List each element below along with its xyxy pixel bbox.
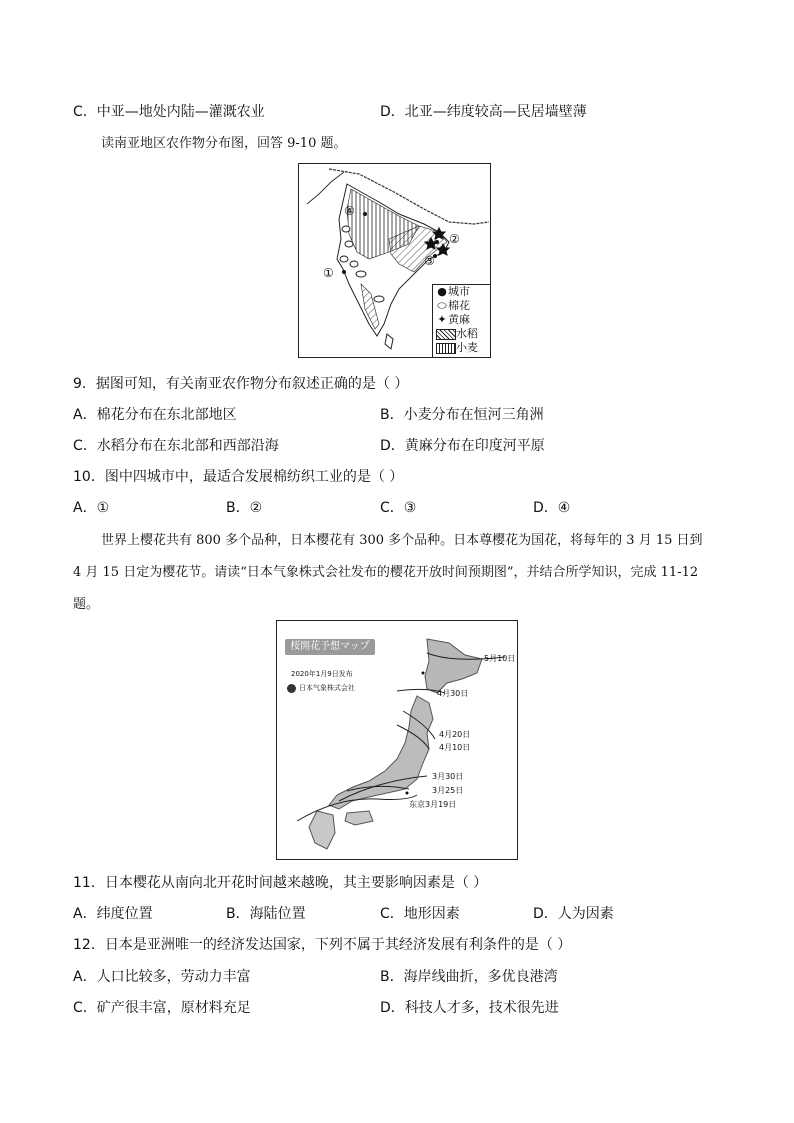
isoline-label-mar25: 3月25日 [432, 786, 464, 795]
city-marker-3: ③ [424, 254, 435, 268]
q11-option-d[interactable]: D．人为因素 [533, 906, 614, 922]
q8-option-d[interactable]: D．北亚—纬度较高—民居墙壁薄 [380, 104, 587, 120]
q10-stem: 10．图中四城市中，最适合发展棉纺织工业的是（ ） [73, 469, 404, 485]
map2-title: 桜開花予想マップ [285, 639, 375, 655]
isoline-label-may10: 5月10日 [484, 654, 516, 663]
legend-cotton: 棉花 [448, 299, 470, 312]
q12-option-c[interactable]: C．矿产很丰富，原材料充足 [73, 1000, 251, 1016]
japan-map-figure [277, 621, 517, 859]
cotton-icon: ⬭ [437, 299, 447, 312]
japan-cherry-blossom-map [276, 620, 518, 860]
q12-stem: 12．日本是亚洲唯一的经济发达国家，下列不属于其经济发展有利条件的是（ ） [73, 937, 572, 953]
q10-option-d[interactable]: D．④ [533, 500, 571, 516]
q11-stem: 11．日本樱花从南向北开花时间越来越晚，其主要影响因素是（ ） [73, 875, 488, 891]
legend-rice: 水稻 [456, 327, 478, 340]
city-marker-2: ② [449, 232, 460, 246]
q11-option-a[interactable]: A．纬度位置 [73, 906, 153, 922]
legend-city: 城市 [448, 285, 470, 298]
q10-option-a[interactable]: A．① [73, 500, 110, 516]
q12-option-b[interactable]: B．海岸线曲折，多优良港湾 [380, 969, 558, 985]
isoline-label-tokyo-mar19: 东京3月19日 [409, 800, 457, 809]
map-legend [432, 284, 490, 357]
map2-publisher-name: 日本气象株式会社 [299, 684, 355, 692]
wheat-hatch-icon [436, 343, 456, 354]
intro-9-10: 读南亚地区农作物分布图，回答 9-10 题。 [101, 136, 347, 151]
south-asia-crop-map [298, 163, 491, 358]
jute-star-icon: ✦ [437, 313, 447, 326]
q12-option-a[interactable]: A．人口比较多，劳动力丰富 [73, 969, 251, 985]
city-marker-4: ④ [344, 204, 355, 218]
q9-option-b[interactable]: B．小麦分布在恒河三角洲 [380, 407, 544, 423]
q9-stem: 9．据图可知，有关南亚农作物分布叙述正确的是（ ） [73, 376, 409, 392]
q9-option-a[interactable]: A．棉花分布在东北部地区 [73, 407, 237, 423]
q10-option-c[interactable]: C．③ [380, 500, 417, 516]
isoline-label-apr20: 4月20日 [439, 730, 471, 739]
intro-11-12-line3: 题。 [73, 597, 100, 612]
q10-option-b[interactable]: B．② [226, 500, 263, 516]
q12-option-d[interactable]: D．科技人才多，技术很先进 [380, 1000, 559, 1016]
isoline-label-apr10: 4月10日 [439, 743, 471, 752]
q11-option-b[interactable]: B．海陆位置 [226, 906, 306, 922]
intro-11-12-line2: 4 月 15 日定为樱花节。请读“日本气象株式会社发布的樱花开放时间预期图”，并结合所学知识，完成 11-12 [73, 565, 699, 580]
q9-option-c[interactable]: C．水稻分布在东北部和西部沿海 [73, 438, 279, 454]
legend-wheat: 小麦 [456, 341, 478, 354]
isoline-label-apr30: 4月30日 [437, 689, 469, 698]
city-dot-icon: ● [437, 285, 447, 298]
rice-hatch-icon [436, 329, 456, 340]
q8-option-c[interactable]: C．中亚—地处内陆—灌溉农业 [73, 104, 265, 120]
isoline-label-mar30: 3月30日 [432, 772, 464, 781]
intro-11-12-line1: 世界上樱花共有 800 多个品种，日本樱花有 300 多个品种。日本尊樱花为国花，将每年的 3 月 15 日到 [101, 533, 703, 548]
city-marker-1: ① [323, 266, 334, 280]
map2-date: 2020年1月9日发布 [291, 670, 353, 678]
q9-option-d[interactable]: D．黄麻分布在印度河平原 [380, 438, 545, 454]
q11-option-c[interactable]: C．地形因素 [380, 906, 460, 922]
legend-jute: 黄麻 [448, 313, 470, 326]
